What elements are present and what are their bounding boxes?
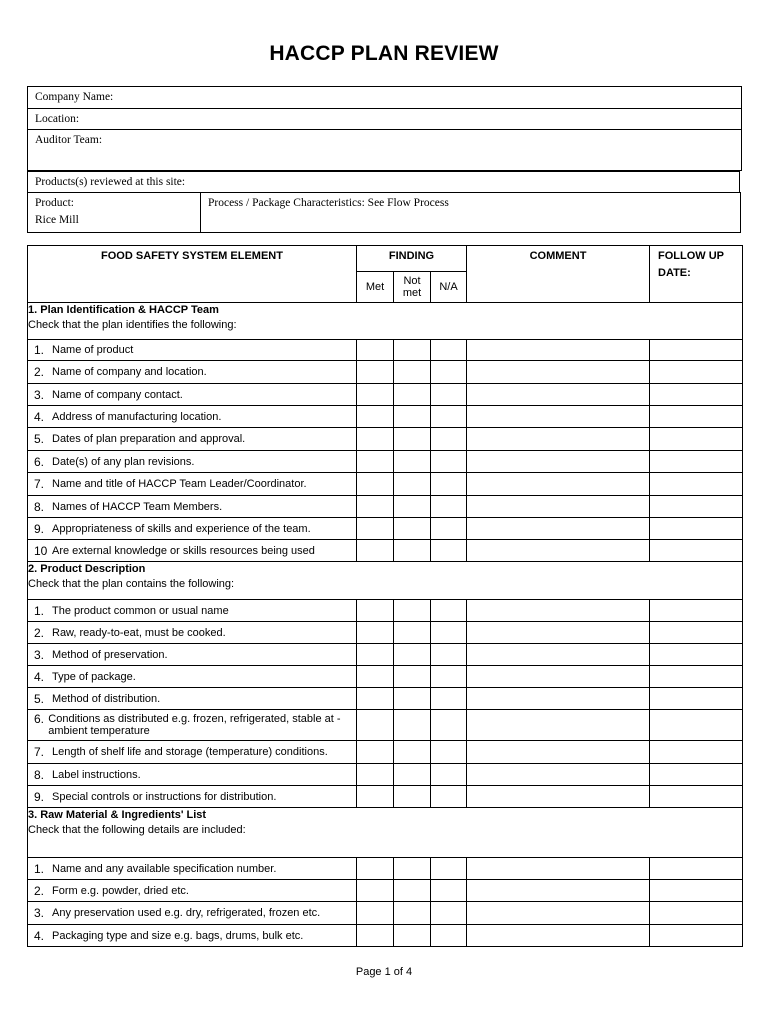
item-text: Length of shelf life and storage (temperature) conditions. (52, 746, 328, 758)
item-cell (28, 786, 357, 808)
item-cell (28, 644, 357, 666)
item-number: 8. (34, 499, 45, 514)
checklist-row (28, 600, 743, 622)
item-cell (28, 902, 357, 925)
checklist-row (28, 496, 743, 518)
item-number: 4. (34, 669, 45, 684)
products-reviewed-field[interactable] (27, 171, 740, 193)
comment-cell[interactable] (467, 880, 650, 902)
follow-up-cell[interactable] (650, 361, 743, 384)
item-text: Any preservation used e.g. dry, refrigerated, frozen etc. (52, 907, 321, 919)
met-cell[interactable] (357, 666, 394, 688)
not-met-cell[interactable] (394, 451, 431, 473)
not-met-cell[interactable] (394, 540, 431, 562)
na-cell[interactable] (431, 518, 467, 540)
follow-up-cell[interactable] (650, 666, 743, 688)
na-cell[interactable] (431, 361, 467, 384)
met-cell[interactable] (357, 644, 394, 666)
comment-cell[interactable] (467, 518, 650, 540)
section-title: 1. Plan Identification & HACCP Team (28, 304, 219, 316)
na-header: N/A (431, 272, 467, 303)
met-cell[interactable] (357, 600, 394, 622)
location-label: Location: (35, 113, 80, 125)
checklist-row (28, 540, 743, 562)
follow-up-cell[interactable] (650, 858, 743, 880)
na-cell[interactable] (431, 340, 467, 361)
comment-cell[interactable] (467, 786, 650, 808)
comment-cell[interactable] (467, 406, 650, 428)
item-number: 2. (34, 365, 45, 379)
item-cell (28, 925, 357, 947)
item-number: 7. (34, 477, 45, 491)
item-number: 8. (34, 767, 45, 782)
not-met-cell[interactable] (394, 622, 431, 644)
item-number: 1. (34, 343, 45, 357)
product-field[interactable] (27, 192, 201, 233)
item-cell (28, 688, 357, 710)
checklist-row (28, 858, 743, 880)
item-text: Address of manufacturing location. (52, 410, 222, 423)
not-met-cell[interactable] (394, 644, 431, 666)
na-cell[interactable] (431, 622, 467, 644)
section-header (28, 303, 743, 340)
follow-up-cell[interactable] (650, 902, 743, 925)
met-cell[interactable] (357, 902, 394, 925)
not-met-cell[interactable] (394, 428, 431, 451)
item-cell (28, 858, 357, 880)
item-number: 3. (34, 647, 45, 662)
not-met-cell[interactable] (394, 340, 431, 361)
checklist-row (28, 428, 743, 451)
met-cell[interactable] (357, 340, 394, 361)
auditor-team-label: Auditor Team: (35, 134, 103, 146)
checklist-row (28, 786, 743, 808)
location-field[interactable] (27, 108, 742, 130)
checklist-row (28, 644, 743, 666)
not-met-cell[interactable] (394, 786, 431, 808)
item-cell (28, 518, 357, 540)
finding-header: FINDING (357, 246, 467, 272)
comment-cell[interactable] (467, 600, 650, 622)
process-characteristics-field[interactable] (200, 192, 741, 233)
na-cell[interactable] (431, 451, 467, 473)
section-header (28, 808, 743, 858)
na-cell[interactable] (431, 902, 467, 925)
product-value: Rice Mill (35, 214, 79, 226)
item-number: 5. (34, 432, 45, 446)
comment-cell[interactable] (467, 688, 650, 710)
item-text: Label instructions. (52, 768, 141, 781)
checklist-row (28, 384, 743, 406)
item-text: Conditions as distributed e.g. frozen, refrigerated, stable at -ambient temperature (48, 713, 341, 737)
follow-up-cell[interactable] (650, 880, 743, 902)
item-cell (28, 496, 357, 518)
na-cell[interactable] (431, 741, 467, 764)
product-label: Product: (35, 197, 74, 209)
comment-cell[interactable] (467, 764, 650, 786)
checklist-row (28, 741, 743, 764)
item-number: 2. (34, 883, 45, 898)
met-cell[interactable] (357, 741, 394, 764)
met-cell[interactable] (357, 622, 394, 644)
item-cell (28, 764, 357, 786)
na-cell[interactable] (431, 880, 467, 902)
not-met-cell[interactable] (394, 902, 431, 925)
met-cell[interactable] (357, 858, 394, 880)
not-met-cell[interactable] (394, 384, 431, 406)
item-cell (28, 384, 357, 406)
comment-cell[interactable] (467, 451, 650, 473)
follow-up-cell[interactable] (650, 540, 743, 562)
comment-cell[interactable] (467, 428, 650, 451)
na-cell[interactable] (431, 540, 467, 562)
checklist-row (28, 764, 743, 786)
checklist-row (28, 666, 743, 688)
comment-header: COMMENT (467, 246, 650, 303)
item-number: 5. (34, 691, 45, 706)
item-text: Name and any available specification number. (52, 862, 277, 875)
item-cell (28, 340, 357, 361)
met-cell[interactable] (357, 688, 394, 710)
item-text: Dates of plan preparation and approval. (52, 433, 246, 445)
item-text: Are external knowledge or skills resources being used (52, 544, 315, 557)
item-cell (28, 710, 357, 741)
item-text: Names of HACCP Team Members. (52, 500, 223, 513)
item-number: 9. (34, 521, 45, 536)
follow-up-cell[interactable] (650, 710, 743, 741)
checklist-row (28, 406, 743, 428)
item-text: Appropriateness of skills and experience of the team. (52, 522, 311, 535)
na-cell[interactable] (431, 786, 467, 808)
na-cell[interactable] (431, 764, 467, 786)
met-header: Met (357, 272, 394, 303)
met-cell[interactable] (357, 786, 394, 808)
item-cell (28, 361, 357, 384)
page-footer: Page 1 of 4 (355, 966, 413, 978)
checklist-row (28, 518, 743, 540)
date-label: DATE: (658, 267, 691, 279)
section-subtitle: Check that the following details are included: (28, 824, 246, 836)
checklist-row (28, 451, 743, 473)
follow-up-cell[interactable] (650, 644, 743, 666)
section-row (28, 562, 743, 600)
not-met-cell[interactable] (394, 406, 431, 428)
not-met-cell[interactable] (394, 710, 431, 741)
na-cell[interactable] (431, 473, 467, 496)
checklist-row (28, 473, 743, 496)
item-text: Method of distribution. (52, 692, 161, 705)
not-met-cell[interactable] (394, 600, 431, 622)
na-cell[interactable] (431, 384, 467, 406)
item-text: Name of product (52, 344, 134, 356)
checklist-row (28, 902, 743, 925)
not-met-cell[interactable] (394, 361, 431, 384)
follow-up-cell[interactable] (650, 518, 743, 540)
follow-up-cell[interactable] (650, 622, 743, 644)
met-cell[interactable] (357, 764, 394, 786)
not-met-cell[interactable] (394, 496, 431, 518)
checklist-row (28, 688, 743, 710)
section-header (28, 562, 743, 600)
comment-cell[interactable] (467, 473, 650, 496)
na-cell[interactable] (431, 925, 467, 947)
not-met-cell[interactable] (394, 764, 431, 786)
follow-up-cell[interactable] (650, 688, 743, 710)
comment-cell[interactable] (467, 340, 650, 361)
checklist-row (28, 925, 743, 947)
page-title: HACCP PLAN REVIEW (269, 42, 499, 65)
item-number: 4. (34, 409, 45, 424)
na-cell[interactable] (431, 496, 467, 518)
checklist-row (28, 340, 743, 361)
not-met-cell[interactable] (394, 473, 431, 496)
not-met-cell[interactable] (394, 518, 431, 540)
follow-up-cell[interactable] (650, 473, 743, 496)
met-cell[interactable] (357, 925, 394, 947)
na-cell[interactable] (431, 710, 467, 741)
comment-cell[interactable] (467, 622, 650, 644)
comment-cell[interactable] (467, 925, 650, 947)
follow-up-cell[interactable] (650, 340, 743, 361)
item-number: 2. (34, 625, 45, 640)
item-text: Method of preservation. (52, 648, 168, 661)
section-subtitle: Check that the plan contains the following: (28, 578, 235, 590)
na-cell[interactable] (431, 688, 467, 710)
follow-up-cell[interactable] (650, 925, 743, 947)
comment-cell[interactable] (467, 644, 650, 666)
met-cell[interactable] (357, 540, 394, 562)
item-cell (28, 451, 357, 473)
follow-up-cell[interactable] (650, 600, 743, 622)
met-cell[interactable] (357, 406, 394, 428)
comment-cell[interactable] (467, 710, 650, 741)
item-text: Name of company contact. (52, 388, 183, 401)
comment-cell[interactable] (467, 384, 650, 406)
item-text: Date(s) of any plan revisions. (52, 455, 195, 468)
follow-up-cell[interactable] (650, 384, 743, 406)
comment-cell[interactable] (467, 496, 650, 518)
company-name-field[interactable] (27, 86, 742, 109)
na-cell[interactable] (431, 858, 467, 880)
met-cell[interactable] (357, 496, 394, 518)
item-cell (28, 473, 357, 496)
section-row (28, 808, 743, 858)
comment-cell[interactable] (467, 858, 650, 880)
element-header: FOOD SAFETY SYSTEM ELEMENT (28, 246, 357, 303)
met-cell[interactable] (357, 473, 394, 496)
item-cell (28, 622, 357, 644)
comment-cell[interactable] (467, 666, 650, 688)
item-number: 9. (34, 789, 45, 804)
comment-cell[interactable] (467, 902, 650, 925)
not-met-cell[interactable] (394, 858, 431, 880)
met-cell[interactable] (357, 361, 394, 384)
follow-up-cell[interactable] (650, 764, 743, 786)
item-cell (28, 406, 357, 428)
item-text: Raw, ready-to-eat, must be cooked. (52, 626, 226, 639)
met-cell[interactable] (357, 428, 394, 451)
follow-up-cell[interactable] (650, 451, 743, 473)
item-cell (28, 540, 357, 562)
na-cell[interactable] (431, 428, 467, 451)
not-met-line2: met (402, 287, 422, 299)
item-number: 1. (34, 603, 45, 618)
follow-up-cell[interactable] (650, 496, 743, 518)
item-text: Name and title of HACCP Team Leader/Coordinator. (52, 478, 307, 490)
na-cell[interactable] (431, 406, 467, 428)
na-cell[interactable] (431, 600, 467, 622)
not-met-cell[interactable] (394, 925, 431, 947)
checklist-row (28, 361, 743, 384)
met-cell[interactable] (357, 880, 394, 902)
item-number: 3. (34, 906, 45, 920)
met-cell[interactable] (357, 518, 394, 540)
item-cell (28, 666, 357, 688)
auditor-team-field[interactable] (27, 129, 742, 171)
item-number: 3. (34, 387, 45, 402)
section-title: 3. Raw Material & Ingredients' List (28, 809, 207, 821)
not-met-header (394, 272, 431, 303)
not-met-cell[interactable] (394, 880, 431, 902)
comment-cell[interactable] (467, 361, 650, 384)
item-text: Packaging type and size e.g. bags, drums, bulk etc. (52, 929, 304, 942)
item-text: The product common or usual name (52, 604, 229, 617)
not-met-cell[interactable] (394, 688, 431, 710)
item-text: Special controls or instructions for distribution. (52, 790, 277, 803)
follow-up-cell[interactable] (650, 786, 743, 808)
products-reviewed-label: Products(s) reviewed at this site: (35, 176, 186, 188)
item-number: 6. (34, 712, 45, 726)
item-number: 7. (34, 745, 45, 759)
item-text: Type of package. (52, 670, 136, 683)
item-cell (28, 428, 357, 451)
checklist-row (28, 880, 743, 902)
item-number: 4. (34, 928, 45, 943)
follow-up-cell[interactable] (650, 428, 743, 451)
follow-up-label: FOLLOW UP (658, 250, 725, 262)
na-cell[interactable] (431, 666, 467, 688)
item-number: 10 (34, 543, 48, 558)
comment-cell[interactable] (467, 540, 650, 562)
section-subtitle: Check that the plan identifies the following: (28, 319, 237, 331)
follow-up-cell[interactable] (650, 406, 743, 428)
checklist-row (28, 622, 743, 644)
process-characteristics-label: Process / Package Characteristics: See Flow Process (208, 197, 449, 209)
follow-up-header (650, 246, 743, 303)
section-title: 2. Product Description (28, 563, 146, 575)
comment-cell[interactable] (467, 741, 650, 764)
na-cell[interactable] (431, 644, 467, 666)
item-cell (28, 880, 357, 902)
company-name-label: Company Name: (35, 91, 114, 103)
section-row (28, 303, 743, 340)
item-text: Form e.g. powder, dried etc. (52, 884, 189, 897)
met-cell[interactable] (357, 710, 394, 741)
checklist-row (28, 710, 743, 741)
checklist-table (27, 245, 743, 947)
not-met-line1: Not (403, 275, 421, 287)
met-cell[interactable] (357, 384, 394, 406)
item-cell (28, 600, 357, 622)
item-number: 6. (34, 454, 45, 469)
not-met-cell[interactable] (394, 741, 431, 764)
met-cell[interactable] (357, 451, 394, 473)
item-cell (28, 741, 357, 764)
follow-up-cell[interactable] (650, 741, 743, 764)
not-met-cell[interactable] (394, 666, 431, 688)
item-number: 1. (34, 861, 45, 876)
item-text: Name of company and location. (52, 366, 207, 378)
